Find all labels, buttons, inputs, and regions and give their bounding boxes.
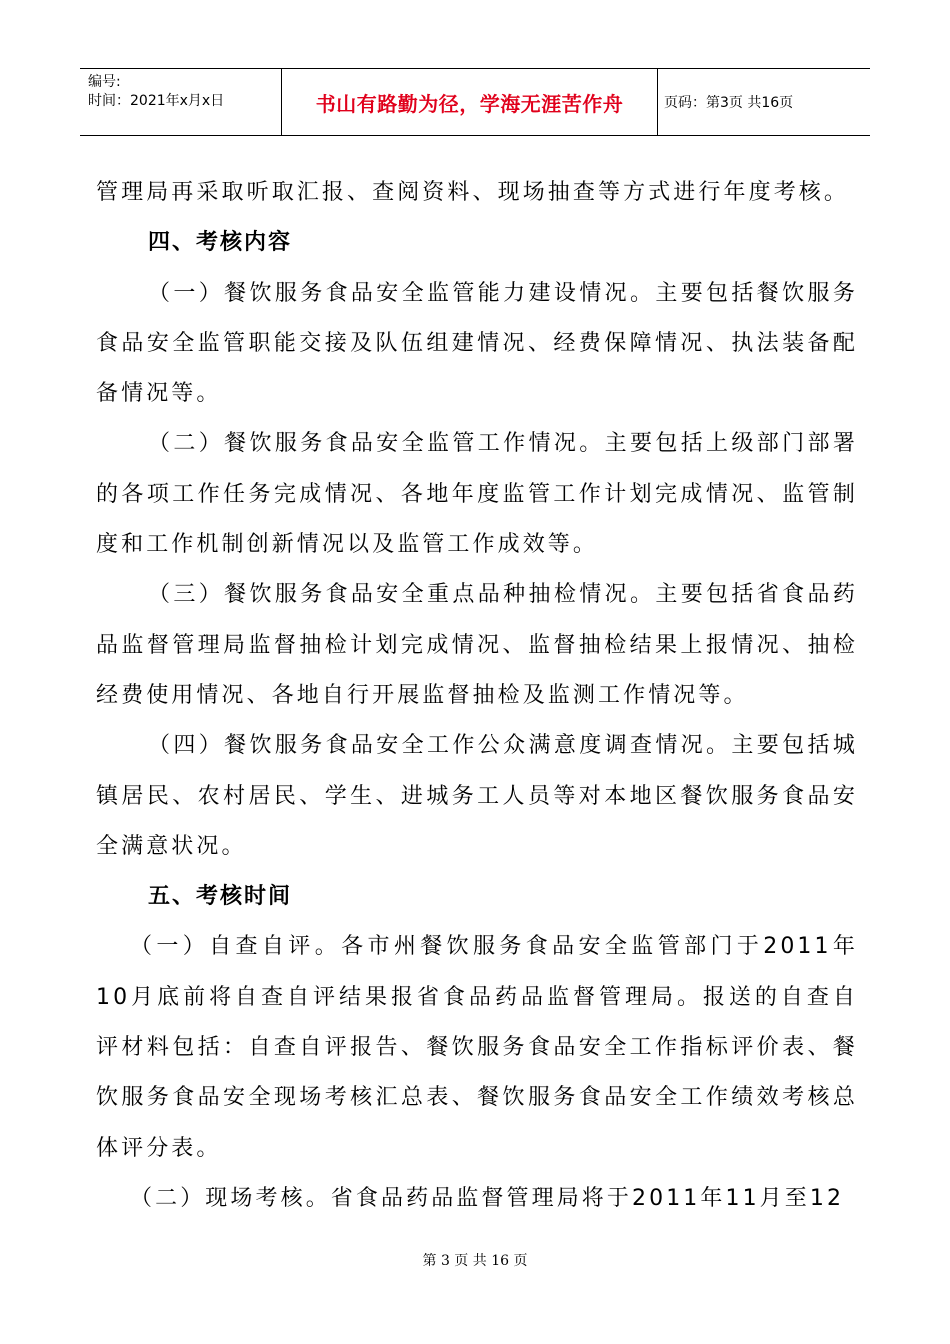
header-motto: 书山有路勤为径，学海无涯苦作舟 (282, 69, 658, 135)
paragraph: （三）餐饮服务食品安全重点品种抽检情况。主要包括省食品药品监督管理局监督抽检计划完成情况、监督抽检结果上报情况、抽检经费使用情况、各地自行开展监督抽检及监测工作情况等。 (96, 582, 858, 708)
header-page-info: 页码：第3页 共16页 (664, 95, 794, 111)
paragraph: （一）自查自评。各市州餐饮服务食品安全监管部门于2011年10月底前将自查自评结果报省食品药品监督管理局。报送的自查自评材料包括：自查自评报告、餐饮服务食品安全工作指标评价表、餐饮服务食品安全现场考核汇总表、餐饮服务食品安全工作绩效考核总体评分表。 (96, 934, 858, 1161)
paragraph: （四）餐饮服务食品安全工作公众满意度调查情况。主要包括城镇居民、农村居民、学生、进城务工人员等对本地区餐饮服务食品安全满意状况。 (96, 733, 858, 859)
paragraph: （一）餐饮服务食品安全监管能力建设情况。主要包括餐饮服务食品安全监管职能交接及队伍组建情况、经费保障情况、执法装备配备情况等。 (96, 280, 858, 407)
section-heading: 四、考核内容 (148, 230, 293, 256)
section-heading: 五、考核时间 (148, 884, 293, 910)
header-meta (80, 69, 282, 135)
page-footer: 第 3 页 共 16 页 (422, 1253, 528, 1269)
paragraph: （二）餐饮服务食品安全监管工作情况。主要包括上级部门部署的各项工作任务完成情况、各地年度监管工作计划完成情况、监管制度和工作机制创新情况以及监管工作成效等。 (96, 431, 858, 558)
document-body (96, 168, 858, 1224)
paragraph: （二）现场考核。省食品药品监督管理局将于2011年11月至12 (130, 1185, 845, 1211)
paragraph: 管理局再采取听取汇报、查阅资料、现场抽查等方式进行年度考核。 (96, 180, 850, 205)
document-number-label: 编号: (88, 74, 121, 90)
document-date: 时间：2021年x月x日 (88, 93, 225, 109)
page-header (80, 68, 870, 136)
